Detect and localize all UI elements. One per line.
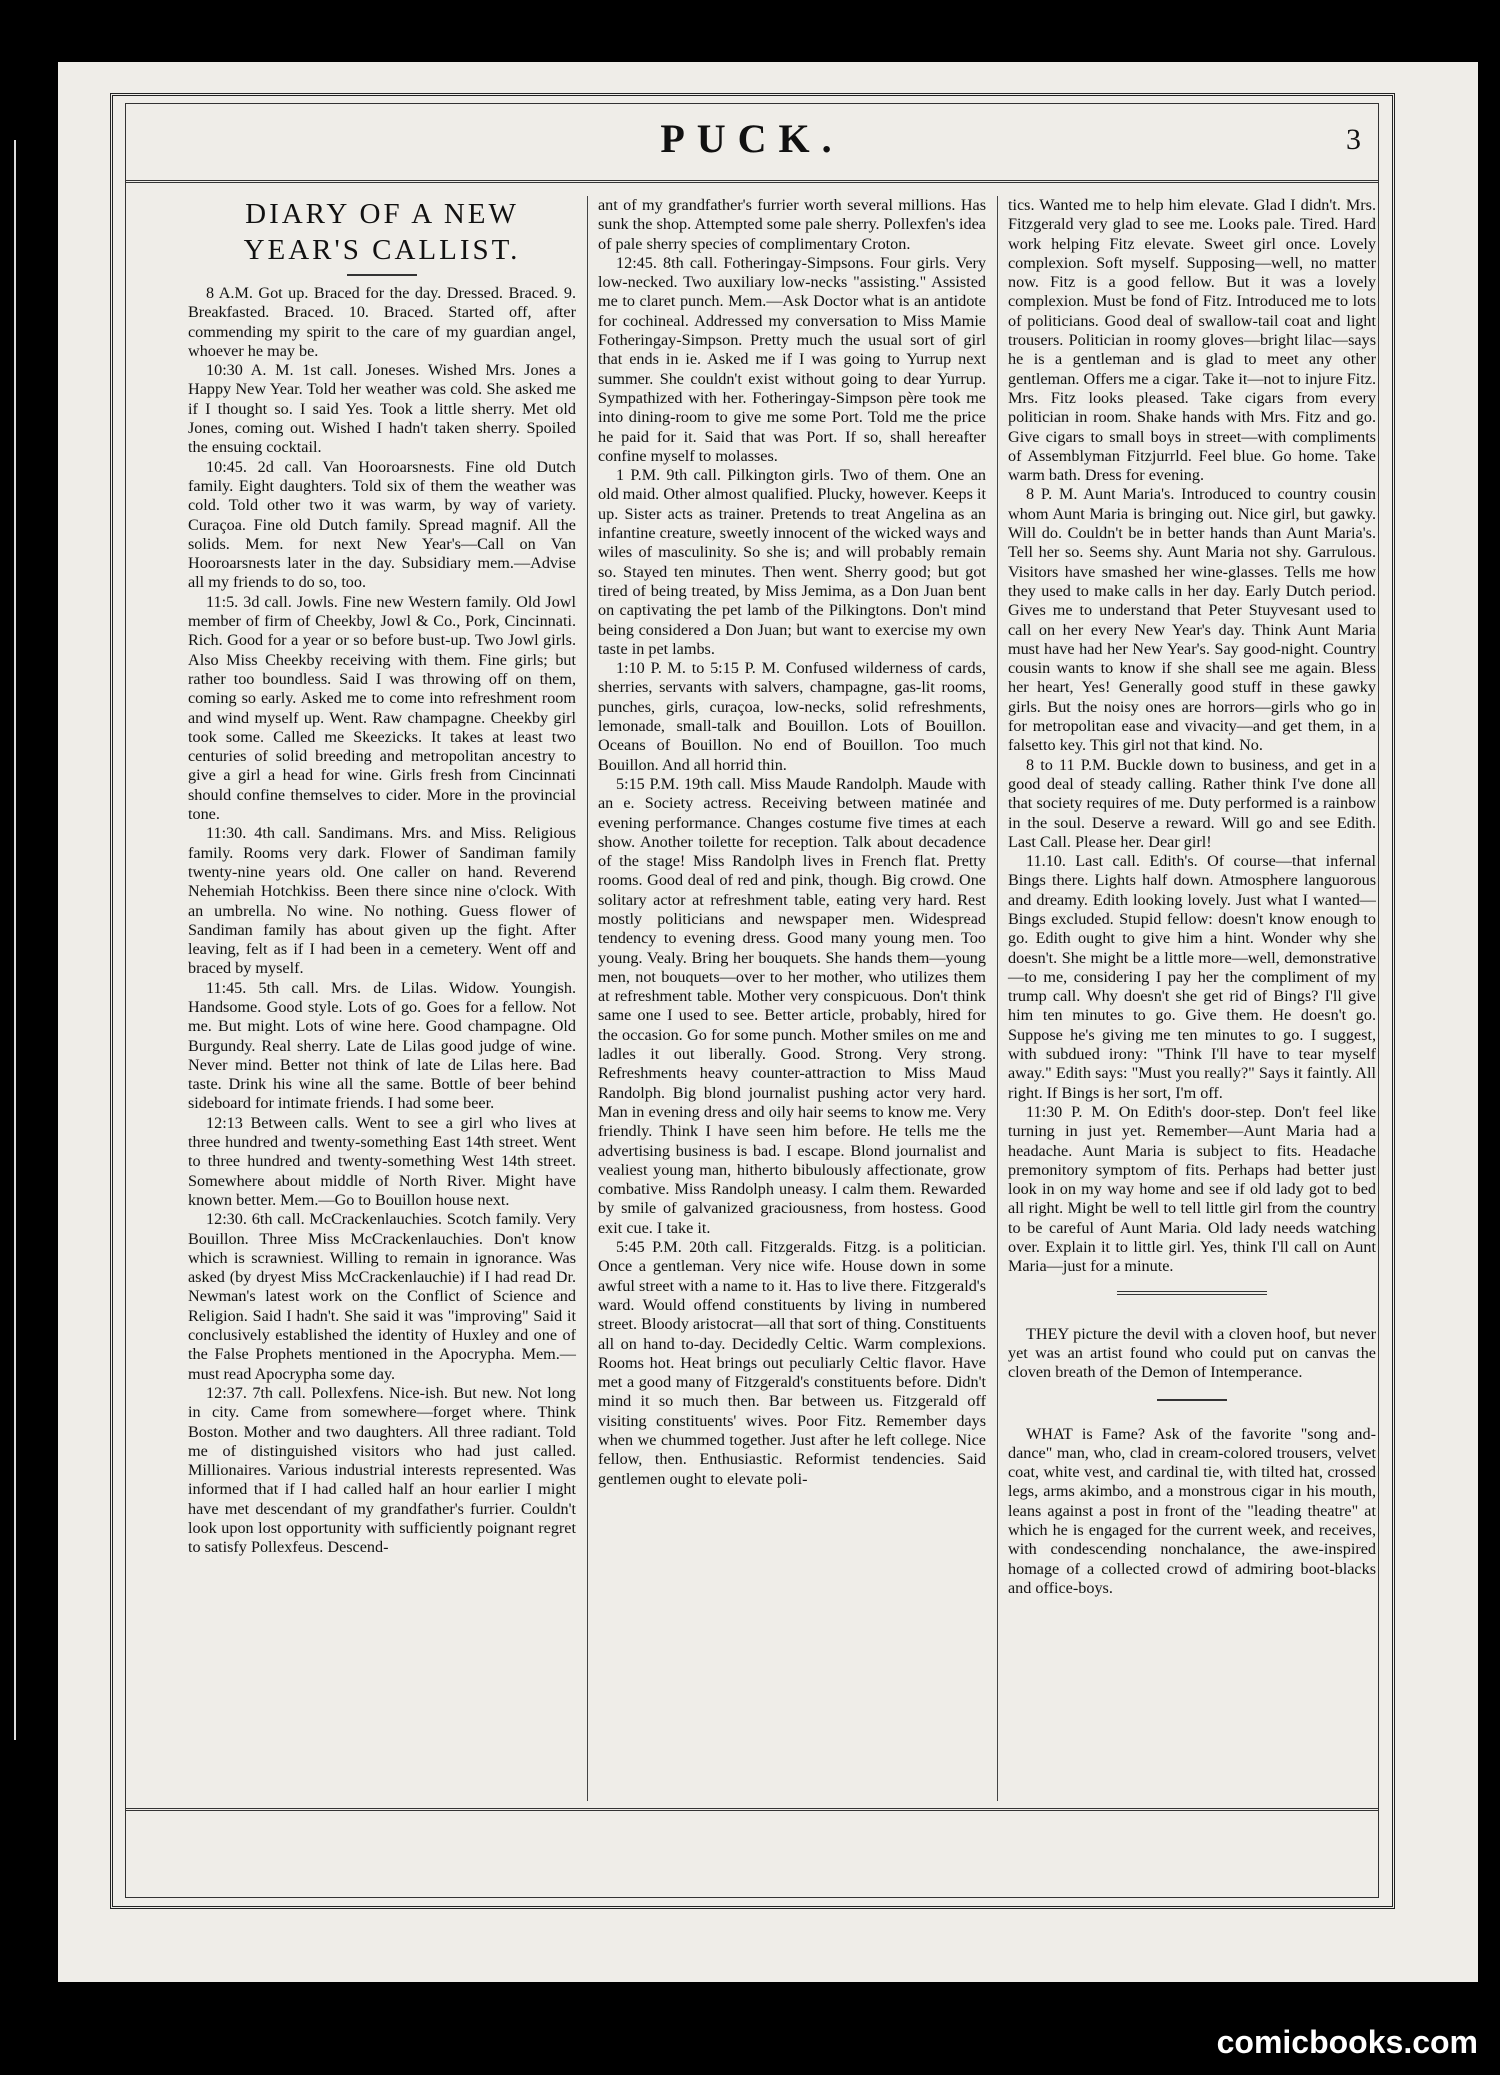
diary-entry: 8 P. M. Aunt Maria's. Introduced to country cousin whom Aunt Maria is bringing out. Nice girl, but gawky. Will do. Couldn't be in better hands than Aunt Maria's. Tell her so. Seems shy. Aunt Maria not shy. Garrulous. Visitors have smashed her wine-glasses. Tells me how they used to make calls in her day. Early Dutch period. Gives me to understand that Peter Stuyvesant used to call on her every New Year's day. Think Aunt Maria must have had her New Year's. Say good-night. Country cousin wants to know if she shall see me again. Bless her heart, Yes! Generally good stuff in these gawky girls. But the noisy ones are horrors—girls who go in for metropolitan ease and vivacity—and get them, in a falsetto key. This girl not that kind. No. xyxy=(1008,485,1376,755)
diary-entry: 8 to 11 P.M. Buckle down to business, and get in a good deal of steady calling. Rather think I've done all that society requires of me. Duty performed is a rainbow in the soul. Deserve a reward. Will go and see Edith. Last Call. Please her. Dear girl! xyxy=(1008,755,1376,851)
diary-entry: 8 A.M. Got up. Braced for the day. Dressed. Braced. 9. Breakfasted. Braced. 10. Braced. Started off, after commending my spirit to the care of my guardian angel, whoever he may be. xyxy=(188,284,576,360)
diary-entry: 12:13 Between calls. Went to see a girl who lives at three hundred and twenty-something East 14th street. Went to three hundred and twenty-something West 14th street. Somewhere about middle of North River. Might have known better. Mem.—Go to Bouillon house next. xyxy=(188,1113,576,1209)
page-bottom-rule xyxy=(125,1808,1379,1811)
column-1 xyxy=(188,196,576,1558)
diary-entry: 10:45. 2d call. Van Hooroarsnests. Fine old Dutch family. Eight daughters. Told six of them the weather was cold. Told other two it was warm, by way of variety. Curaçoa. Fine old Dutch family. Spread magnif. All the solids. Mem. for next New Year's—Call on Van Hooroarsnests later in the day. Subsidiary mem.—Advise all my friends to do so, too. xyxy=(188,457,576,592)
site-watermark: comicbooks.com xyxy=(1216,2024,1478,2060)
squib-paragraph: THEY picture the devil with a cloven hoof, but never yet was an artist found who could put on canvas the cloven breath of the Demon of Intemperance. xyxy=(1008,1324,1376,1382)
diary-entry: ant of my grandfather's furrier worth several millions. Has sunk the shop. Attempted some pale sherry. Pollexfen's idea of pale sherry species of complimentary Croton. xyxy=(598,196,986,253)
diary-entry: 1 P.M. 9th call. Pilkington girls. Two of them. One an old maid. Other almost qualified. Plucky, however. Keeps it up. Sister acts as trainer. Pretends to treat Angelina as an infantine creature, sweetly innocent of the wicked ways and wiles of masculinity. So she is; and will probably remain so. Stayed ten minutes. Then went. Sherry good; but got tired of being treated, by Miss Jemima, as a Don Juan bent on captivating the pet lamb of the Pilkingtons. Don't mind being considered a Don Juan; but want to exercise my own taste in pet lambs. xyxy=(598,466,986,658)
masthead xyxy=(125,103,1379,181)
diary-entry: 12:30. 6th call. McCrackenlauchies. Scotch family. Very Bouillon. Three Miss McCrackenlauchies. Don't know which is scrawniest. Willing to remain in ignorance. Was asked (by dryest Miss McCrackenlauchie) if I had read Dr. Newman's latest work on the Conflict of Science and Religion. Said I hadn't. She said it was "improving" Said it conclusively established the identity of Huxley and one of the False Prophets mentioned in the Apocrypha. Mem.—must read Apocrypha some day. xyxy=(188,1210,576,1383)
diary-entry: tics. Wanted me to help him elevate. Glad I didn't. Mrs. Fitzgerald very glad to see me. Looks pale. Tired. Hard work helping Fitz elevate. Sweet girl once. Lovely complexion. Soft myself. Supposing—well, no matter now. Fitz is a good fellow. But it was a lovely complexion. Must be fond of Fitz. Introduced me to lots of politicians. Good deal of swallow-tail coat and light trousers. Politician in roomy gloves—bright lilac—says he is a gentleman and is glad to meet any other gentleman. Offers me a cigar. Take it—not to injure Fitz. Mrs. Fitz looks pleased. Take cigars from every politician in room. Shake hands with Mrs. Fitz and go. Give cigars to small boys in street—with compliments of Assemblyman Fitzjurrld. Feel blue. Go home. Take warm bath. Dress for evening. xyxy=(1008,196,1376,485)
article-end-rule xyxy=(1117,1291,1267,1295)
diary-entry: 11:30. 4th call. Sandimans. Mrs. and Miss. Religious family. Rooms very dark. Flower of Sandiman family twenty-nine years old. One caller on hand. Reverend Nehemiah Hotchkiss. Been there since nine o'clock. With an umbrella. No wine. No nothing. Guess flower of Sandiman family has about given up the fight. After leaving, felt as if I had been in a cemetery. Went off and braced by myself. xyxy=(188,824,576,978)
diary-entry: 11.10. Last call. Edith's. Of course—that infernal Bings there. Lights half down. Atmosphere languorous and dreamy. Edith looking lovely. Just what I wanted—Bings excluded. Stupid fellow: doesn't know enough to go. Edith ought to give him a hint. Wonder why she doesn't. She might be a little more—well, demonstrative—to me, considering I pay her the compliment of my trump call. Why doesn't she get rid of Bings? I'll give him ten minutes to go. Give them. He doesn't go. Suppose he's giving me ten minutes to go. I suggest, with subdued irony: "Think I'll have to tear myself away." Edith says: "Must you really?" Says it faintly. All right. If Bings is her sort, I'm off. xyxy=(1008,852,1376,1102)
diary-entry: 10:30 A. M. 1st call. Joneses. Wished Mrs. Jones a Happy New Year. Told her weather was cold. She asked me if I thought so. I said Yes. Took a little sherry. Met old Jones, coming out. Wished I hadn't taken sherry. Spoiled the ensuing cocktail. xyxy=(188,361,576,457)
diary-entry: 12:45. 8th call. Fotheringay-Simpsons. Four girls. Very low-necked. Two auxiliary low-necks "assisting." Assisted me to claret punch. Mem.—Ask Doctor what is an antidote for cochineal. Addressed my conversation to Miss Mamie Fotheringay-Simpson. Pretty much the usual sort of girl that ends in ie. Asked me if I was going to Yurrup next summer. She couldn't exist without going to dear Yurrup. Sympathized with her. Fotheringay-Simpson père took me into dining-room to give me some Port. Told me the price he paid for it. Said that was Port. If so, shall hereafter confine myself to molasses. xyxy=(598,253,986,465)
magazine-title: PUCK. xyxy=(660,116,844,161)
diary-entry: 12:37. 7th call. Pollexfens. Nice-ish. But new. Not long in city. Came from somewhere—forget where. Think Boston. Mother and two daughters. All three radiant. Told me of distinguished visitors who had just called. Millionaires. Various industrial interests represented. Was informed that if I had called half an hour earlier I might have met descendant of my grandfather's furrier. Couldn't look upon lost opportunity with sufficiently poignant regret to satisfy Pollexfeus. Descend- xyxy=(188,1383,576,1557)
binding-edge xyxy=(0,140,16,1740)
diary-entry: 11:5. 3d call. Jowls. Fine new Western family. Old Jowl member of firm of Cheekby, Jowl & Co., Pork, Cincinnati. Rich. Good for a year or so before bust-up. Two Jowl girls. Also Miss Cheekby receiving with them. Fine girls; but rather too boundless. Said I was throwing off on them, coming so early. Asked me to come into refreshment room and wind myself up. Went. Raw champagne. Cheekby girl took some. Called me Skeezicks. It takes at least two centuries of solid breeding and metropolitan ancestry to give a girl a head for wine. Girls fresh from Cincinnati should confine themselves to cider. More in the provincial tone. xyxy=(188,592,576,824)
diary-entry: 5:45 P.M. 20th call. Fitzgeralds. Fitzg. is a politician. Once a gentleman. Very nice wife. House down in some awful street with a name to it. Has to live there. Fitzgerald's ward. Would offend constituents by living in numbered street. Bloody aristocrat—all that sort of thing. Constituents all on hand to-day. Decidedly Celtic. Warm complexions. Rooms hot. Heat brings out peculiarly Celtic flavor. Have met a good many of Fitzgerald's constituents before. Didn't mind it so much then. Bar between us. Fitzgerald off visiting constituents' wives. Poor Fitz. Remember days when we chummed together. Just after he left college. Nice fellow, then. Enthusiastic. Reformist tendencies. Said gentlemen ought to elevate poli- xyxy=(598,1238,986,1488)
diary-entry: 5:15 P.M. 19th call. Miss Maude Randolph. Maude with an e. Society actress. Receiving between matinée and evening performance. Changes costume five times at each show. Another toilette for reception. Talk about decadence of the stage! Miss Randolph lives in French flat. Pretty rooms. Good deal of red and pink, though. Big crowd. One solitary actor at refreshment table, eating very hard. Rest mostly politicians and newspaper men. Widespread tendency to evening dress. Good many young men. Too young. Vealy. Bring her bouquets. She hands them—young men, not bouquets—over to her mother, who utilizes them at refreshment table. Mother very conspicuous. Don't think same one I used to see. Better article, probably, hired for the occasion. Go for some punch. Mother smiles on me and ladles it out liberally. Good. Strong. Very strong. Refreshments heavy counter-attraction to Miss Maud Randolph. Big blond journalist pushing actor very hard. Man in evening dress and oily hair seems to know me. Very friendly. Think I have seen him before. He tells me the advertising business is bad. I escape. Blond journalist and vealiest young man, hitherto bibulously affectionate, grow combative. Miss Randolph uneasy. I calm them. Rewarded by smile of galvanized graciousness, from hostess. Good exit cue. I take it. xyxy=(598,774,986,1237)
column-3 xyxy=(1008,196,1376,1598)
page-number: 3 xyxy=(1346,123,1361,156)
headline-rule xyxy=(347,274,417,276)
column-divider xyxy=(997,196,998,1801)
diary-entry: 11:30 P. M. On Edith's door-step. Don't feel like turning in just yet. Remember—Aunt Maria had a headache. Aunt Maria is subject to fits. Headache premonitory symptom of fits. Perhaps had better just look in on my way home and see if old lady got to bed all right. Might be well to tell little girl from the country to be careful of Aunt Maria. Old lady needs watching over. Explain it to little girl. Yes, think I'll call on Aunt Maria—just for a minute. xyxy=(1008,1102,1376,1276)
column-divider xyxy=(587,196,588,1801)
article-headline: DIARY OF A NEW YEAR'S CALLIST. xyxy=(243,198,521,266)
squib-divider xyxy=(1157,1399,1227,1401)
squib-paragraph: WHAT is Fame? Ask of the favorite "song and-dance" man, who, clad in cream-colored trousers, velvet coat, white vest, and cardinal tie, with tilted hat, crossed legs, arms akimbo, and a monstrous cigar in his mouth, leans against a post in front of the "leading theatre" at which he is engaged for the current week, and receives, with condescending nonchalance, the awe-inspired homage of a collected crowd of admiring boot-blacks and office-boys. xyxy=(1008,1424,1376,1597)
diary-entry: 11:45. 5th call. Mrs. de Lilas. Widow. Youngish. Handsome. Good style. Lots of go. Goes for a fellow. Not me. But might. Lots of wine here. Good champagne. Old Burgundy. Real sherry. Late de Lilas good judge of wine. Never mind. Better not think of late de Lilas here. Bad taste. Drink his wine all the same. Bottle of beer behind sideboard for intimate friends. I had some beer. xyxy=(188,978,576,1113)
diary-entry: 1:10 P. M. to 5:15 P. M. Confused wilderness of cards, sherries, servants with salvers, champagne, gas-lit rooms, punches, girls, curaçoa, low-necks, solid refreshments, lemonade, small-talk and Bouillon. Lots of Bouillon. Oceans of Bouillon. No end of Bouillon. Too much Bouillon. And all horrid thin. xyxy=(598,659,986,774)
masthead-rule xyxy=(125,180,1379,183)
column-2 xyxy=(598,196,986,1489)
